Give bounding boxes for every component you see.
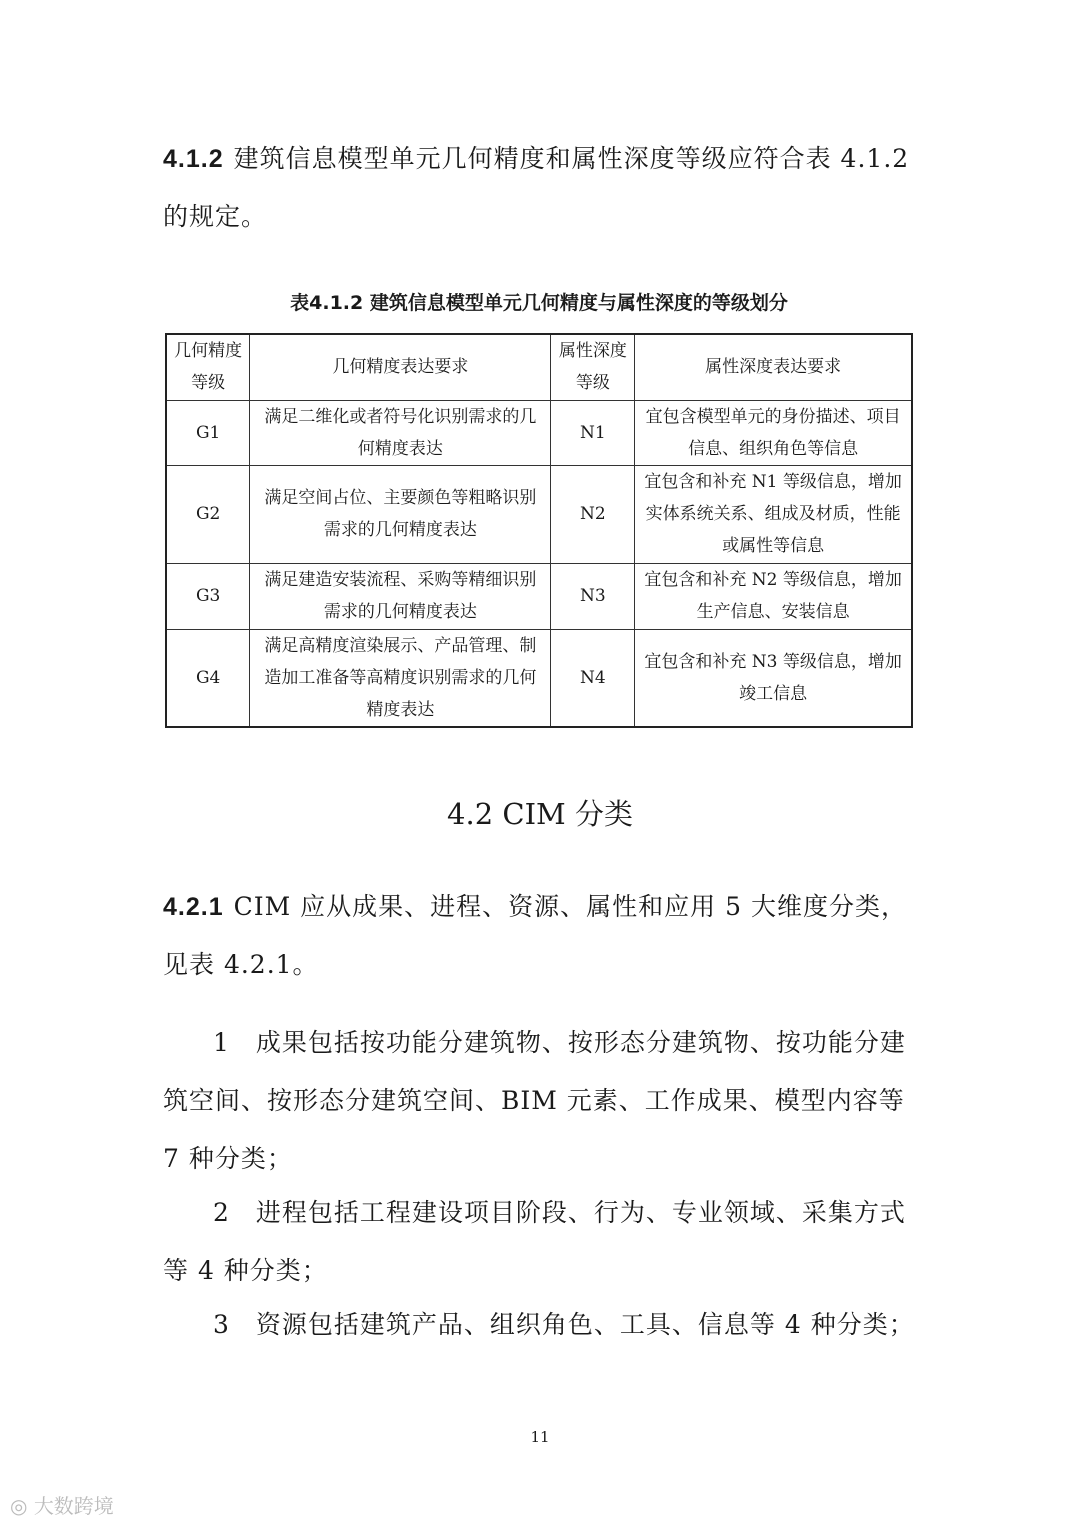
header-cell: 几何精度等级 [166, 334, 250, 400]
table-row [166, 400, 912, 465]
header-cell: 属性深度表达要求 [635, 334, 912, 400]
table-cell: N3 [551, 563, 635, 629]
watermark-text: 大数跨境 [33, 1494, 114, 1518]
table-cell: N1 [551, 400, 635, 465]
table-cell: G3 [166, 563, 250, 629]
table-cell: 宜包含和补充 N1 等级信息，增加实体系统关系、组成及材质，性能或属性等信息 [635, 465, 912, 563]
table-cell: G2 [166, 465, 250, 563]
grade-table [165, 333, 913, 728]
clause-4-2-1 [163, 878, 918, 994]
table-row [166, 629, 912, 727]
table-row [166, 563, 912, 629]
header-cell: 属性深度等级 [551, 334, 635, 400]
table-cell: 宜包含和补充 N2 等级信息，增加生产信息、安装信息 [635, 563, 912, 629]
table-cell: G4 [166, 629, 250, 727]
table-header-row [166, 334, 912, 400]
clause-4-1-2 [163, 130, 918, 246]
table-cell: 满足建造安装流程、采购等精细识别需求的几何精度表达 [250, 563, 551, 629]
clause-number: 4.1.2 [163, 145, 224, 173]
table-caption: 表4.1.2 建筑信息模型单元几何精度与属性深度的等级划分 [290, 292, 788, 314]
header-cell: 几何精度表达要求 [250, 334, 551, 400]
table-cell: 宜包含和补充 N3 等级信息，增加竣工信息 [635, 629, 912, 727]
page-number: 11 [530, 1428, 550, 1446]
clause-text: 建筑信息模型单元几何精度和属性深度等级应符合表 4.1.2 的规定。 [163, 144, 910, 231]
table-row [166, 465, 912, 563]
table-cell: 满足高精度渲染展示、产品管理、制造加工准备等高精度识别需求的几何精度表达 [250, 629, 551, 727]
list-item: 3 资源包括建筑产品、组织角色、工具、信息等 4 种分类； [213, 1310, 915, 1339]
list-item: 2 进程包括工程建设项目阶段、行为、专业领域、采集方式等 4 种分类； [163, 1198, 906, 1285]
clause-number: 4.2.1 [163, 893, 224, 921]
table-cell: N4 [551, 629, 635, 727]
table-cell: 满足二维化或者符号化识别需求的几何精度表达 [250, 400, 551, 465]
watermark [10, 1490, 114, 1519]
table-cell: 宜包含模型单元的身份描述、项目信息、组织角色等信息 [635, 400, 912, 465]
section-title: 4.2 CIM 分类 [447, 797, 633, 831]
table-cell: G1 [166, 400, 250, 465]
list-item: 1 成果包括按功能分建筑物、按形态分建筑物、按功能分建筑空间、按形态分建筑空间、BIM 元素、工作成果、模型内容等 7 种分类； [163, 1028, 906, 1173]
table-cell: N2 [551, 465, 635, 563]
clause-text: CIM 应从成果、进程、资源、属性和应用 5 大维度分类，见表 4.2.1。 [163, 892, 907, 979]
table-cell: 满足空间占位、主要颜色等粗略识别需求的几何精度表达 [250, 465, 551, 563]
watermark-logo-icon: ◎ [10, 1494, 28, 1518]
